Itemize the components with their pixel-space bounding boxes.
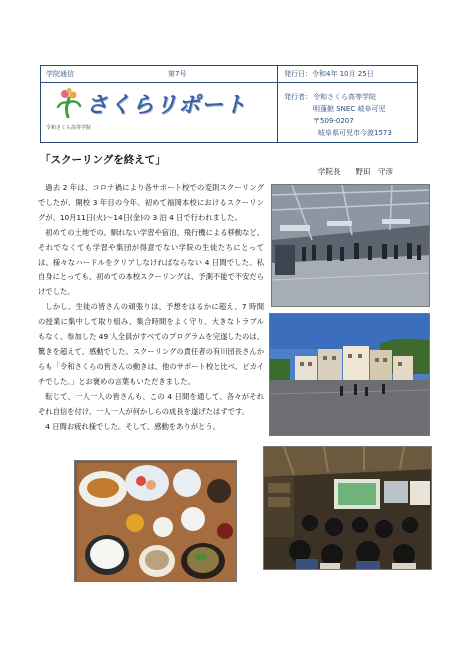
paragraph: 初めての土地での、馴れない学習や宿泊、飛行機による移動など、それでなくても学習や集団が得意でない学院の生徒たちにとっては、様々なハードルをクリアしなければならない 4 日間でした。私自身にとっても、初めての本校スクーリングは、予測不能で不安だらけでした。 [38,227,264,297]
newsletter-logo-text: さくらリポート [86,93,248,118]
issue-date: 発行日：令和4年 10月 25日 [284,70,374,78]
airport-photo [271,184,430,307]
article-title: 「スクーリングを終えて」 [40,154,166,166]
newsletter-label: 学院通信 [46,70,74,78]
school-building-photo [269,313,430,436]
postal-code: 〒509-0207 [313,117,354,125]
paragraph: 過去 2 年は、コロナ禍により各サポート校での変則スクーリングでしたが、開校 3 年目の今年、初めて福岡本校におけるスクーリングが、10月11日(火)～14日(金)の 3 泊 4 日で行われました。 [38,183,264,222]
header-left-topbar [40,65,278,83]
publisher-label: 発行者： [284,93,312,101]
publisher-name: 令和さくら高等学院 [313,93,376,101]
article-author: 学院長 野田 守彦 [318,167,393,176]
address: 岐阜県可児市今渡1573 [318,129,392,137]
publisher-branch: 明蓬館 SNEC 岐阜可児 [313,105,386,113]
paragraph: 4 日間お疲れ様でした。そして、感動をありがとう。 [45,421,220,431]
sakura-logo-icon [56,88,82,118]
article-body [38,181,264,434]
issue-number: 第7号 [168,70,187,78]
classroom-photo [263,446,432,570]
paragraph: 転じて、一人一人の皆さんも、この 4 日間を通して、各々がそれぞれ自信を付け、一人一人が何かしらの成長を遂げたはずです。 [38,391,264,416]
meal-photo [74,460,237,582]
paragraph: しかし、生徒の皆さんの頑張りは、予想をはるかに超え、7 時間の授業に集中して取り組み、集合時間をよく守り、大きなトラブルもなく、参加した 49 人全員がすべてのプログラムを完遂したのは、驚きを超えて、感動でした。スクーリングの責任者の有川団長さんからも「令和さくらの皆さんの動きは、他のサポート校と比べ、ピカイチでした。」とお褒めの言葉もいただきました。 [38,302,264,386]
school-name-small: 令和さくら高等学院 [46,125,92,131]
